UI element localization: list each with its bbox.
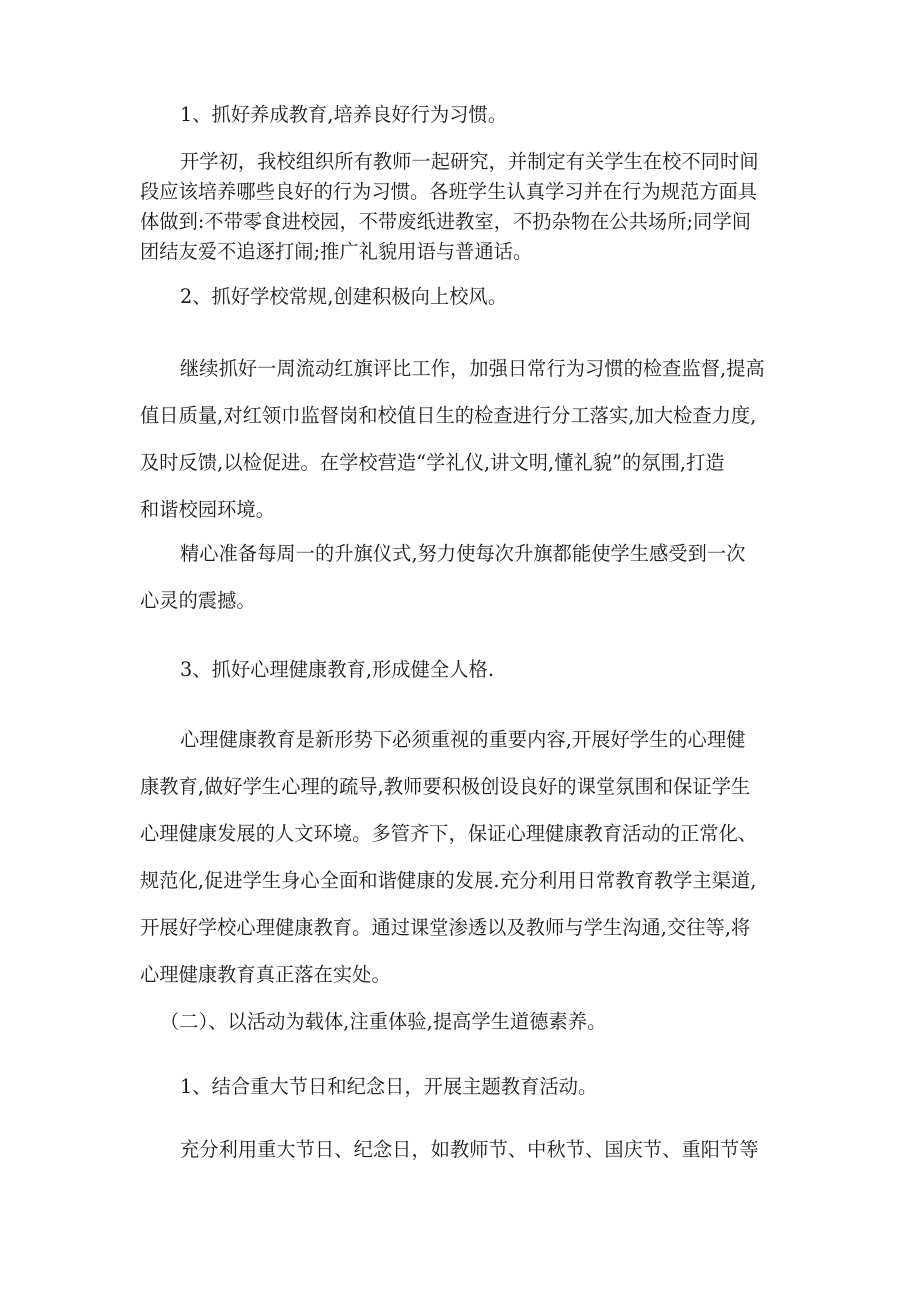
text-line: 精心准备每周一的升旗仪式,努力使每次升旗都能使学生感受到一次 xyxy=(180,542,746,565)
text-line: 康教育,做好学生心理的疏导,教师要积极创设良好的课堂氛围和保证学生 xyxy=(140,775,751,798)
paragraph-mental-health xyxy=(140,716,800,998)
paragraph-holidays xyxy=(180,1135,800,1165)
text-line: 团结友爱不追逐打闹;推广礼貌用语与普通话。 xyxy=(140,240,533,263)
text-line: （二）、以活动为载体,注重体验,提高学生道德素养。 xyxy=(160,1010,607,1033)
text-line: 心理健康教育真正落在实处。 xyxy=(140,963,391,986)
text-line: 2、抓好学校常规,创建积极向上校风。 xyxy=(180,285,508,308)
section-heading-3 xyxy=(180,655,800,685)
text-line: 心理健康发展的人文环境。多管齐下，保证心理健康教育活动的正常化、 xyxy=(140,822,758,845)
text-line: 1、结合重大节日和纪念日，开展主题教育活动。 xyxy=(180,1075,598,1098)
section-heading-holidays xyxy=(180,1072,800,1102)
paragraph-routine xyxy=(140,345,800,533)
text-line: 规范化,促进学生身心全面和谐健康的发展.充分利用日常教育教学主渠道, xyxy=(140,869,757,892)
text-line: 值日质量,对红领巾监督岗和校值日生的检查进行分工落实,加大检查力度, xyxy=(140,404,757,427)
text-line: 1、抓好养成教育,培养良好行为习惯。 xyxy=(180,103,508,126)
text-line: 3、抓好心理健康教育,形成健全人格. xyxy=(180,658,495,681)
section-heading-2 xyxy=(180,282,800,312)
text-line: 心灵的震撼。 xyxy=(140,589,256,612)
text-line: 和谐校园环境。 xyxy=(140,498,276,521)
paragraph-habits xyxy=(140,147,800,267)
section-heading-1 xyxy=(180,100,800,130)
paragraph-flag-ceremony xyxy=(140,530,800,624)
text-line: 心理健康教育是新形势下必须重视的重要内容,开展好学生的心理健 xyxy=(180,728,746,751)
text-line: 开展好学校心理健康教育。通过课堂渗透以及教师与学生沟通,交往等,将 xyxy=(140,916,751,939)
section-heading-activities xyxy=(160,1007,800,1037)
text-line: 体做到:不带零食进校园，不带废纸进教室，不扔杂物在公共场所;同学间 xyxy=(140,210,752,233)
text-line: 及时反馈,以检促进。在学校营造“学礼仪,讲文明,懂礼貌”的氛围,打造 xyxy=(140,451,725,474)
text-line: 继续抓好一周流动红旗评比工作，加强日常行为习惯的检查监督,提高 xyxy=(180,357,765,380)
text-line: 段应该培养哪些良好的行为习惯。各班学生认真学习并在行为规范方面具 xyxy=(140,180,758,203)
text-line: 开学初，我校组织所有教师一起研究，并制定有关学生在校不同时间 xyxy=(180,150,759,173)
text-line: 充分利用重大节日、纪念日，如教师节、中秋节、国庆节、重阳节等 xyxy=(180,1138,759,1161)
